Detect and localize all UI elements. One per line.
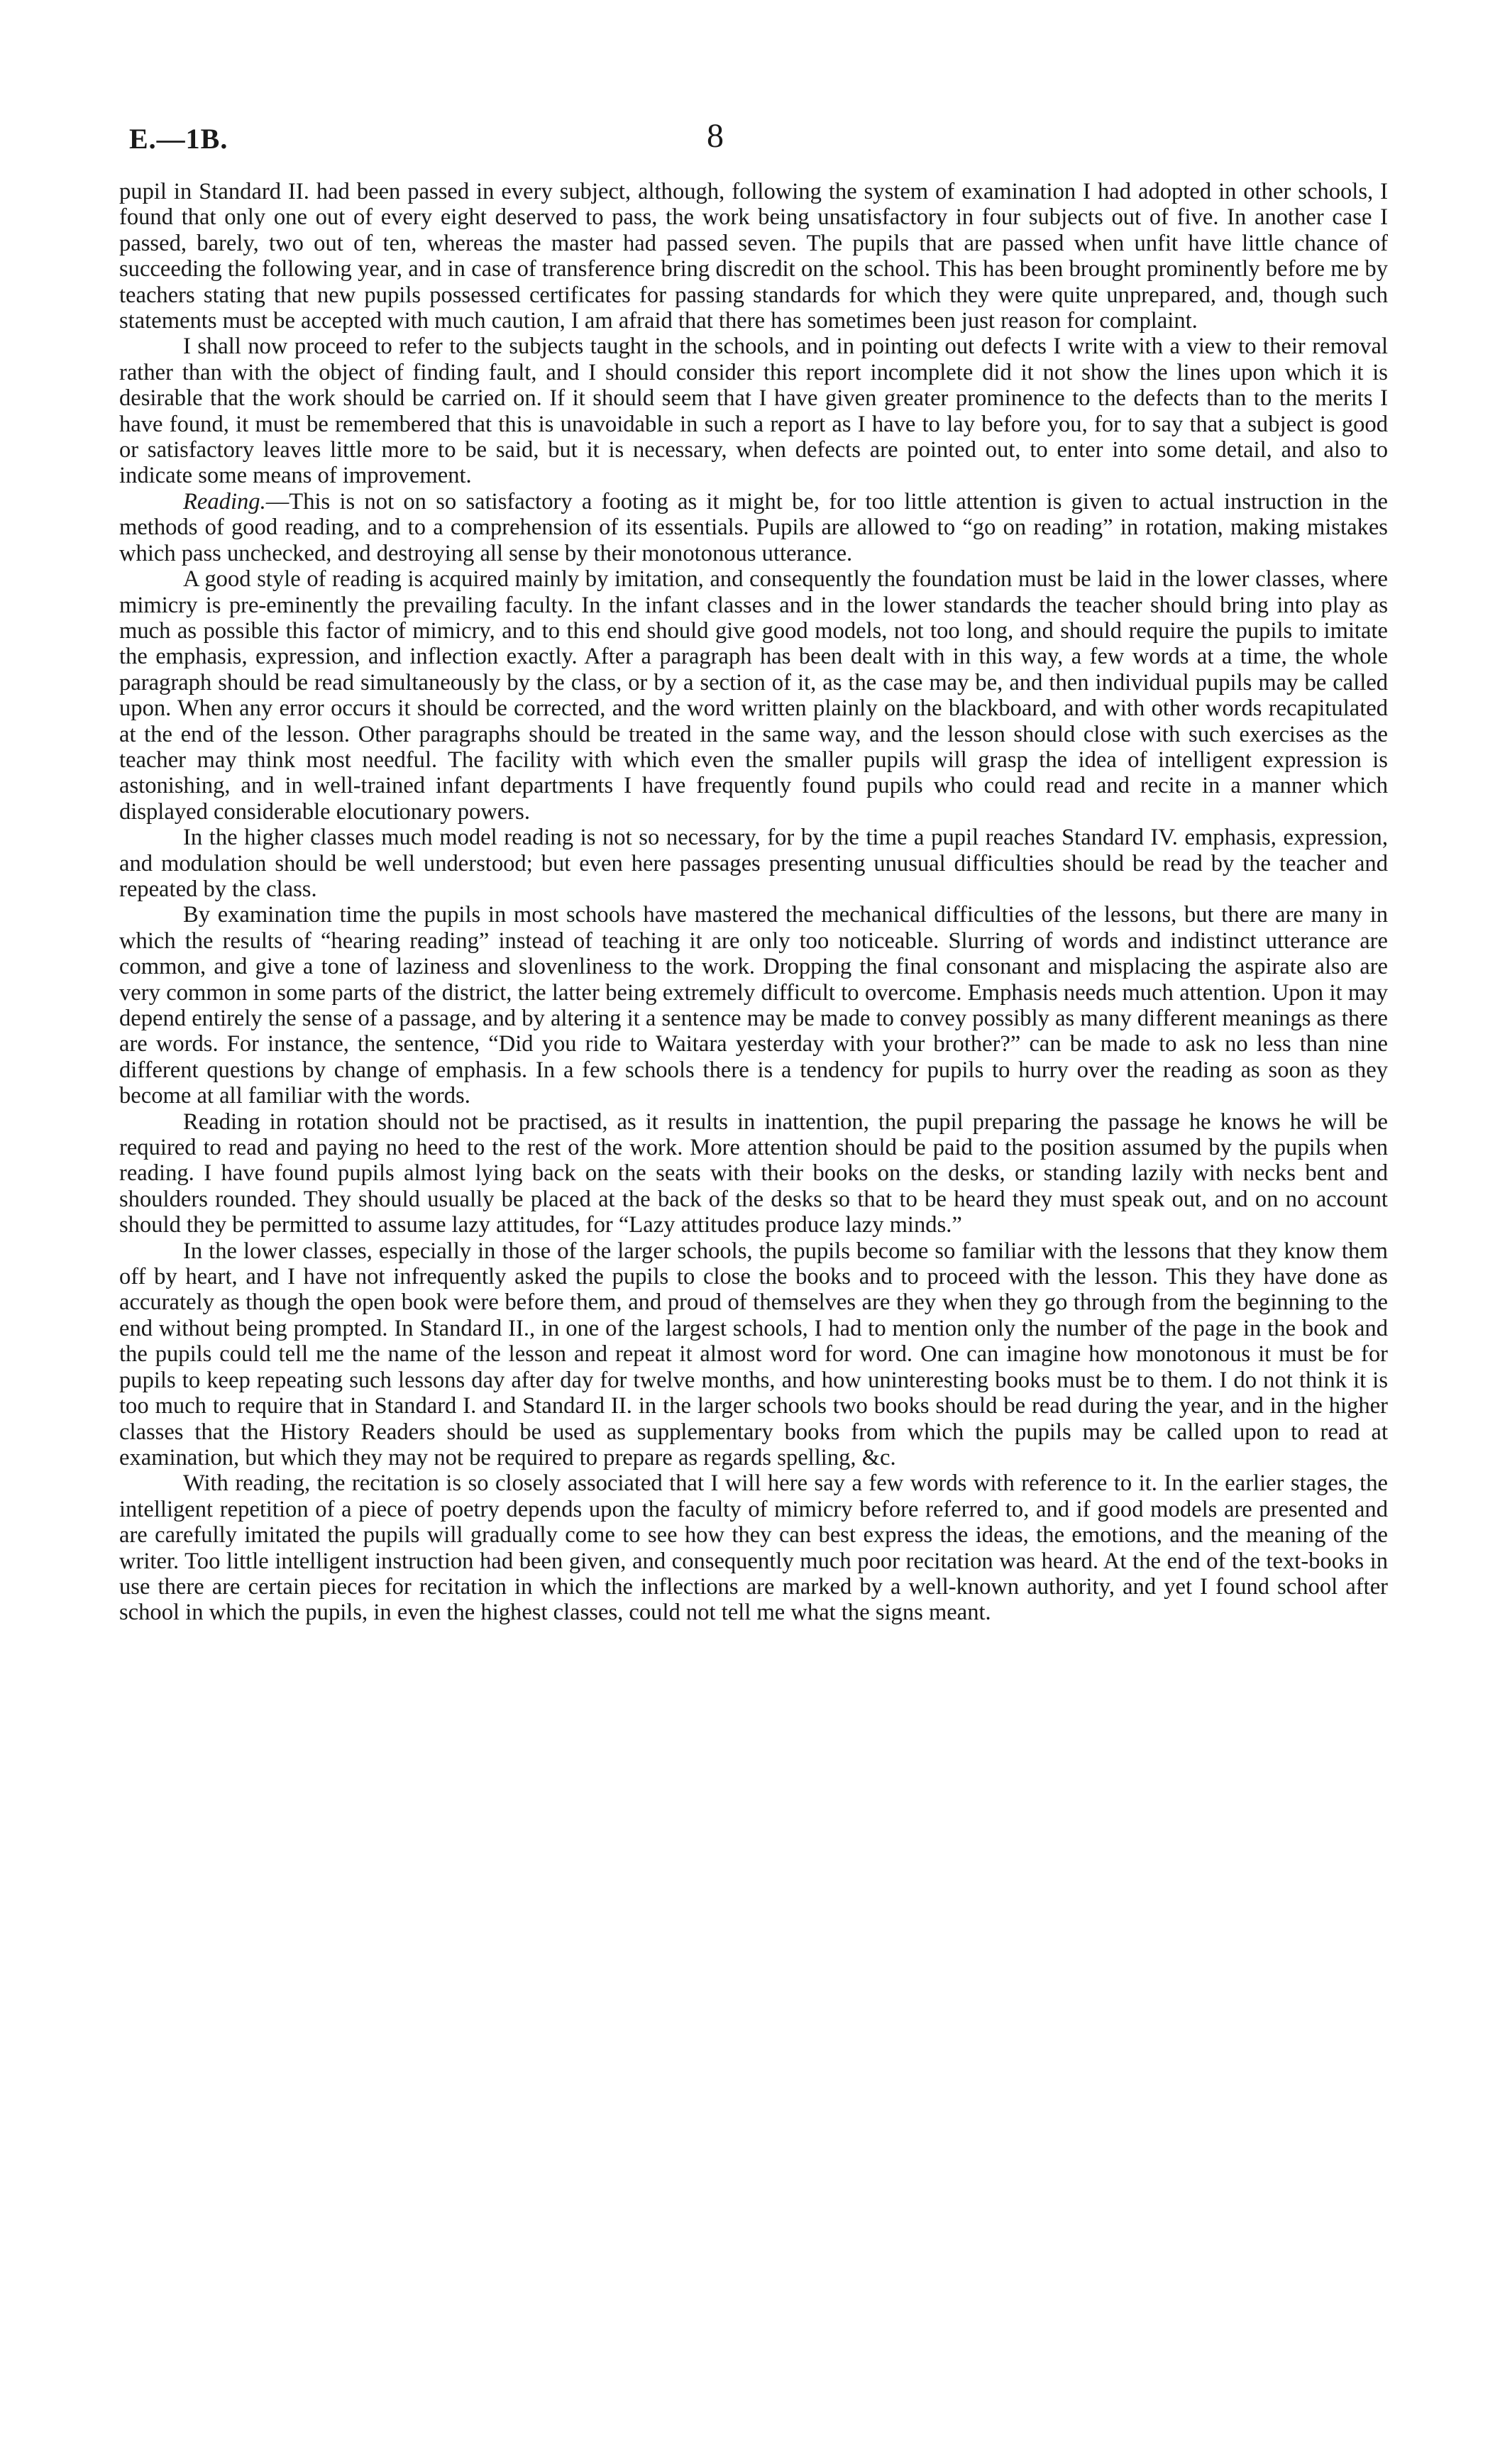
- section-heading-reading: Reading.: [183, 488, 266, 515]
- page-header: [119, 106, 1388, 163]
- paragraph: With reading, the recitation is so closely associated that I will here say a few words with reference to it. In the earlier stages, the intelligent repetition of a piece of poetry depends upon the faculty of mimicry before referred to, and if good models are presented and are carefully imitated the pupils will gradually come to see how they can best express the ideas, the emotions, and the meaning of the writer. Too little intelligent instruction had been given, and consequently much poor recitation was heard. At the end of the text-books in use there are certain pieces for recitation in which the inflections are marked by a well-known authority, and yet I found school after school in which the pupils, in even the highest classes, could not tell me what the signs meant.: [119, 1470, 1388, 1626]
- paragraph: In the higher classes much model reading is not so necessary, for by the time a pupil reaches Standard IV. emphasis, expression, and modulation should be well understood; but even here passages presenting unusual difficulties should be read by the teacher and repeated by the class.: [119, 825, 1388, 902]
- paragraph: I shall now proceed to refer to the subjects taught in the schools, and in pointing out defects I write with a view to their removal rather than with the object of finding fault, and I should consider this report incomplete did it not show the lines upon which it is desirable that the work should be carried on. If it should seem that I have given greater prominence to the defects than to the merits I have found, it must be remembered that this is unavoidable in such a report as I have to lay before you, for to say that a subject is good or satisfactory leaves little more to be said, but it is necessary, when defects are pointed out, to enter into some detail, and also to indicate some means of improvement.: [119, 334, 1388, 489]
- paragraph: Reading in rotation should not be practised, as it results in inattention, the pupil preparing the passage he knows he will be required to read and paying no heed to the rest of the work. More attention should be paid to the position assumed by the pupils when reading. I have found pupils almost lying back on the seats with their books on the desks, or standing lazily with necks bent and shoulders rounded. They should usually be placed at the back of the desks so that to be heard they must speak out, and on no account should they be permitted to assume lazy attitudes, for “Lazy attitudes produce lazy minds.”: [119, 1109, 1388, 1238]
- paragraph: A good style of reading is acquired mainly by imitation, and consequently the foundation must be laid in the lower classes, where mimicry is pre-eminently the prevailing faculty. In the infant classes and in the lower standards the teacher should bring into play as much as possible this factor of mimicry, and to this end should give good models, not too long, and should require the pupils to imitate the emphasis, expression, and inflection exactly. After a paragraph has been dealt with in this way, a few words at a time, the whole paragraph should be read simultaneously by the class, or by a section of it, as the case may be, and then individual pupils may be called upon. When any error occurs it should be corrected, and the word written plainly on the blackboard, and with other words recapitulated at the end of the lesson. Other paragraphs should be treated in the same way, and the lesson should close with such exercises as the teacher may think most needful. The facility with which even the smaller pupils will grasp the idea of intelligent expression is astonishing, and in well-trained infant departments I have frequently found pupils who could read and recite in a manner which displayed considerable elocutionary powers.: [119, 566, 1388, 825]
- paragraph: pupil in Standard II. had been passed in every subject, although, following the system of examination I had adopted in other schools, I found that only one out of every eight deserved to pass, the work being unsatisfactory in four subjects out of five. In another case I passed, barely, two out of ten, whereas the master had passed seven. The pupils that are passed when unfit have little chance of succeeding the following year, and in case of transference bring discredit on the school. This has been brought prominently before me by teachers stating that new pupils possessed certificates for passing standards for which they were quite unprepared, and, though such statements must be accepted with much caution, I am afraid that there has sometimes been just reason for complaint.: [119, 179, 1388, 334]
- document-reference: E.—1B.: [129, 123, 228, 155]
- page-number: 8: [707, 117, 724, 155]
- paragraph: In the lower classes, especially in those of the larger schools, the pupils become so familiar with the lessons that they know them off by heart, and I have not infrequently asked the pupils to close the books and to proceed with the lesson. This they have done as accurately as though the open book were before them, and proud of themselves are they when they go through from the beginning to the end without being prompted. In Standard II., in one of the largest schools, I had to mention only the number of the page in the book and the pupils could tell me the name of the lesson and repeat it almost word for word. One can imagine how monotonous it must be for pupils to keep repeating such lessons day after day for twelve months, and how uninteresting books must be to them. I do not think it is too much to require that in Standard I. and Standard II. in the larger schools two books should be read during the year, and in the higher classes that the History Readers should be used as supplementary books from which the pupils may be called upon to read at examination, but which they may not be required to prepare as regards spelling, &c.: [119, 1238, 1388, 1470]
- paragraph: By examination time the pupils in most schools have mastered the mechanical difficulties of the lessons, but there are many in which the results of “hearing reading” instead of teaching it are only too noticeable. Slurring of words and indistinct utterance are common, and give a tone of laziness and slovenliness to the work. Dropping the final consonant and misplacing the aspirate also are very common in some parts of the district, the latter being extremely difficult to overcome. Emphasis needs much attention. Upon it may depend entirely the sense of a passage, and by altering it a sentence may be made to convey possibly as many different meanings as there are words. For instance, the sentence, “Did you ride to Waitara yesterday with your brother?” can be made to ask no less than nine different questions by change of emphasis. In a few schools there is a tendency for pupils to hurry over the reading as soon as they become at all familiar with the words.: [119, 902, 1388, 1109]
- paragraph-reading: Reading.—This is not on so satisfactory a footing as it might be, for too little attention is given to actual instruction in the methods of good reading, and to a comprehension of its essentials. Pupils are allowed to “go on reading” in rotation, making mistakes which pass unchecked, and destroying all sense by their monotonous utterance.: [119, 488, 1388, 566]
- document-page: [119, 106, 1388, 1626]
- body-text: [119, 179, 1388, 1626]
